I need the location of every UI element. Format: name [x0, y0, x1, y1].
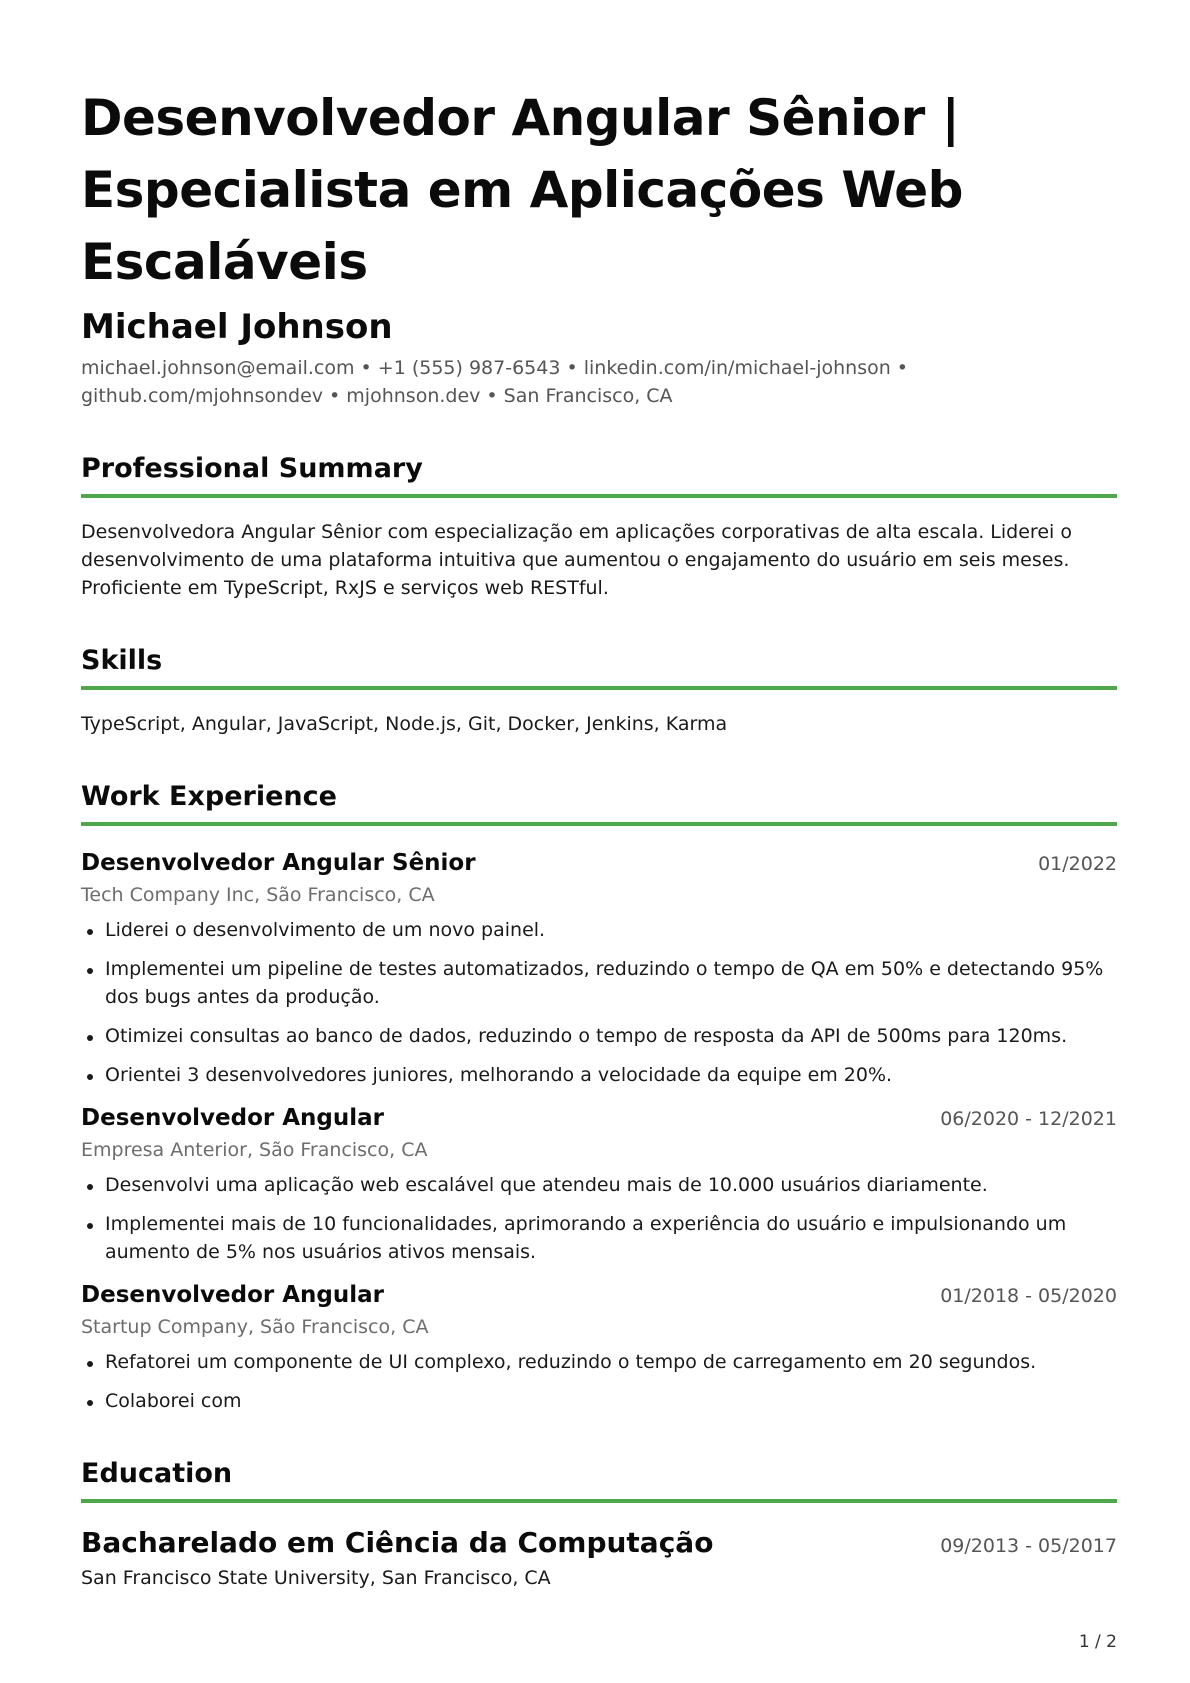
resume-headline: Desenvolvedor Angular Sênior | Especialista em Aplicações Web Escaláveis — [81, 89, 963, 291]
experience-title: Work Experience — [81, 781, 337, 812]
job-company: Empresa Anterior, São Francisco, CA — [81, 1139, 428, 1161]
bullet-item — [81, 1171, 1117, 1199]
bullet-item — [81, 1387, 1117, 1415]
job-entry — [81, 1101, 1117, 1266]
bullet-dot-icon — [87, 1361, 93, 1367]
section-divider — [81, 822, 1117, 826]
bullet-item — [81, 1348, 1117, 1376]
bullet-dot-icon — [87, 929, 93, 935]
job-header — [81, 846, 1117, 880]
job-title: Desenvolvedor Angular Sênior — [81, 850, 476, 876]
education-section — [81, 1455, 1117, 1593]
job-bullets — [81, 916, 1117, 1089]
section-divider — [81, 1499, 1117, 1503]
job-header — [81, 1278, 1117, 1312]
job-date: 01/2018 - 05/2020 — [940, 1285, 1117, 1307]
summary-section — [81, 450, 1117, 602]
bullet-text: Implementei mais de 10 funcionalidades, aprimorando a experiência do usuário e impulsionando um aumento de 5% nos usuários ativos mensais. — [105, 1213, 1067, 1263]
job-company: Startup Company, São Francisco, CA — [81, 1316, 429, 1338]
bullet-item — [81, 1022, 1117, 1050]
degree-title: Bacharelado em Ciência da Computação — [81, 1526, 714, 1559]
bullet-text: Liderei o desenvolvimento de um novo painel. — [105, 919, 546, 941]
bullet-text: Refatorei um componente de UI complexo, reduzindo o tempo de carregamento em 20 segundos. — [105, 1351, 1037, 1373]
page-number: 1 / 2 — [1078, 1632, 1117, 1652]
job-entry — [81, 1278, 1117, 1415]
job-bullets — [81, 1348, 1117, 1415]
education-header — [81, 1523, 1117, 1563]
job-entry — [81, 846, 1117, 1089]
skills-text: TypeScript, Angular, JavaScript, Node.js, Git, Docker, Jenkins, Karma — [81, 713, 728, 735]
bullet-text: Orientei 3 desenvolvedores juniores, melhorando a velocidade da equipe em 20%. — [105, 1064, 893, 1086]
bullet-dot-icon — [87, 1074, 93, 1080]
education-title: Education — [81, 1458, 233, 1489]
bullet-dot-icon — [87, 1035, 93, 1041]
section-divider — [81, 686, 1117, 690]
job-header — [81, 1101, 1117, 1135]
job-date: 06/2020 - 12/2021 — [940, 1108, 1117, 1130]
job-bullets — [81, 1171, 1117, 1266]
bullet-dot-icon — [87, 968, 93, 974]
bullet-item — [81, 1210, 1117, 1266]
education-date: 09/2013 - 05/2017 — [940, 1535, 1117, 1557]
bullet-text: Colaborei com — [105, 1390, 242, 1412]
school-name: San Francisco State University, San Francisco, CA — [81, 1567, 551, 1589]
section-divider — [81, 494, 1117, 498]
summary-text: Desenvolvedora Angular Sênior com especialização em aplicações corporativas de alta escala. Liderei o desenvolvimento de uma plataforma intuitiva que aumentou o engajamento do usuário em seis meses. Proficiente em TypeScript, RxJS e serviços web RESTful. — [81, 521, 1072, 599]
contact-line: michael.johnson@email.com • +1 (555) 987-6543 • linkedin.com/in/michael-johnson • github.com/mjohnsondev • mjohnson.dev • San Francisco, CA — [81, 357, 909, 407]
bullet-item — [81, 1061, 1117, 1089]
job-date: 01/2022 — [1038, 853, 1117, 875]
resume-page — [81, 82, 1117, 1593]
bullet-item — [81, 955, 1117, 1011]
bullet-text: Otimizei consultas ao banco de dados, reduzindo o tempo de resposta da API de 500ms para 120ms. — [105, 1025, 1068, 1047]
job-company: Tech Company Inc, São Francisco, CA — [81, 884, 435, 906]
bullet-text: Implementei um pipeline de testes automatizados, reduzindo o tempo de QA em 50% e detectando 95% dos bugs antes da produção. — [105, 958, 1104, 1008]
summary-title: Professional Summary — [81, 453, 423, 484]
candidate-name: Michael Johnson — [81, 307, 393, 347]
skills-title: Skills — [81, 645, 163, 676]
job-title: Desenvolvedor Angular — [81, 1105, 384, 1131]
bullet-text: Desenvolvi uma aplicação web escalável que atendeu mais de 10.000 usuários diariamente. — [105, 1174, 988, 1196]
bullet-item — [81, 916, 1117, 944]
experience-section — [81, 778, 1117, 1415]
skills-section — [81, 642, 1117, 738]
job-title: Desenvolvedor Angular — [81, 1282, 384, 1308]
bullet-dot-icon — [87, 1223, 93, 1229]
bullet-dot-icon — [87, 1400, 93, 1406]
bullet-dot-icon — [87, 1184, 93, 1190]
